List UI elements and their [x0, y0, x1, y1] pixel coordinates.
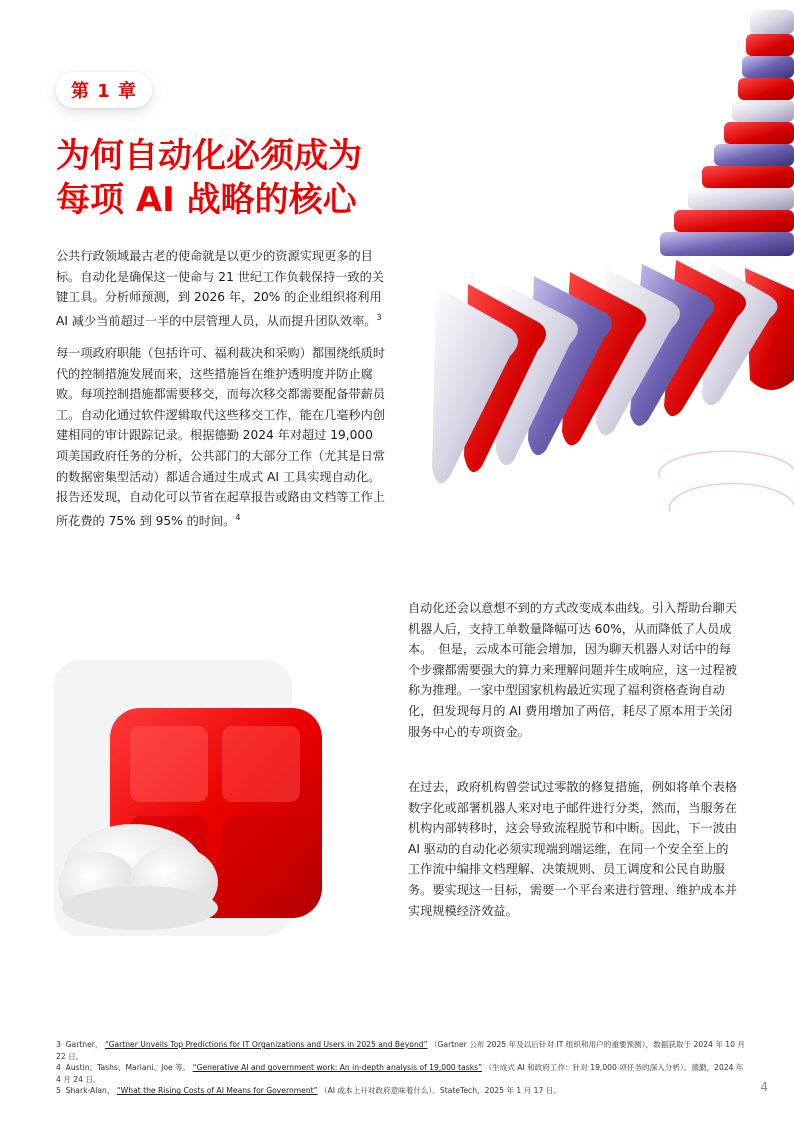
- footnote-detail: （AI 成本上升对政府意味着什么）。StateTech，2025 年 1 月 17 日。: [319, 1086, 561, 1096]
- footnote-author: Gartner，: [65, 1040, 103, 1049]
- footnote-author: Austin、Tashs、Mariani、Joe 等。: [65, 1063, 191, 1073]
- footnote-number: 3: [56, 1040, 61, 1049]
- cost-curve-paragraph: 自动化还会以意想不到的方式改变成本曲线。引入帮助台聊天机器人后，支持工单数量降幅可达 60%，从而降低了人员成本。 但是，云成本可能会增加，因为聊天机器人对话中的每个步骤都需要强大的算力来理解问题并生成响应，这一过程被称为推理。一家中型国家机构最近实现了福利资格查询自动化，但发现每月的 AI 费用增加了两倍，耗尽了原本用于关闭服务中心的专项资金。: [408, 601, 738, 739]
- footnote-ref-3[interactable]: 3: [376, 312, 382, 322]
- intro-paragraph: [56, 246, 384, 331]
- footnote-3: [56, 1039, 746, 1062]
- intro-paragraph-text: 公共行政领域最古老的使命就是以更少的资源实现更多的目标。自动化是确保这一使命与 21 世纪工作负载保持一致的关键工具。分析师预测，到 2026 年，20% 的企业组织将利用 AI 减少当前超过一半的中层管理人员，从而提升团队效率。: [56, 249, 384, 328]
- footnotes: [56, 1039, 746, 1097]
- page-title: [56, 134, 416, 222]
- footnote-detail: （生成式 AI 和政府工作：针对 19,000 项任务的深入分析）。德勤，2024 年 4 月 24 日。: [56, 1063, 744, 1084]
- end-to-end-paragraph: 在过去，政府机构曾尝试过零散的修复措施，例如将单个表格数字化或部署机器人来对电子邮件进行分类，然而，当服务在机构内部转移时，这会导致流程脱节和中断。因此，下一波由 AI 驱动的自动化必须实现端到端运维，在同一个安全至上的工作流中编排文档理解、决策规则、员工调度和公民自助服务。要实现这一目标，需要一个平台来进行管理、维护成本并实现规模经济效益。: [408, 780, 738, 918]
- page-number: 4: [760, 1080, 768, 1094]
- footnote-link[interactable]: “Generative AI and government work: An in-depth analysis of 19,000 tasks”: [192, 1063, 483, 1073]
- controls-paragraph-text: 每一项政府职能（包括许可、福利裁决和采购）都围绕纸质时代的控制措施发展而来，这些措施旨在维护透明度并防止腐败。每项控制措施都需要移交，而每次移交都需要配备带薪员工。自动化通过软件逻辑取代这些移交工作，能在几毫秒内创建相同的审计跟踪记录。根据德勤 2024 年对超过 19,000 项美国政府任务的分析，公共部门的大部分工作（尤其是日常的数据密集型活动）都适合通过生成式 AI 工具实现自动化。报告还发现，自动化可以节省在起草报告或路由文档等工作上所花费的 75% 到 95% 的时间。: [56, 346, 386, 528]
- footnote-4: [56, 1062, 746, 1085]
- footnote-detail: （Gartner 公布 2025 年及以后针对 IT 组织和用户的重要预测），数据获取于 2024 年 10 月 22 日。: [56, 1040, 745, 1061]
- controls-paragraph: [56, 343, 386, 531]
- cube-cloud-illustration: [54, 660, 354, 960]
- tile-arc-illustration: [420, 0, 794, 540]
- footnote-5: [56, 1085, 746, 1097]
- title-line-1: 为何自动化必须成为: [56, 136, 362, 176]
- footnote-ref-4[interactable]: 4: [235, 512, 241, 522]
- footnote-author: Shark-Alan，: [65, 1086, 115, 1096]
- chapter-label: 第 1 章: [56, 72, 152, 108]
- footnote-number: 5: [56, 1086, 61, 1096]
- title-line-2: 每项 AI 战略的核心: [56, 180, 357, 220]
- footnote-number: 4: [56, 1063, 61, 1073]
- footnote-link[interactable]: “What the Rising Costs of AI Means for Government”: [116, 1086, 318, 1096]
- footnote-link[interactable]: “Gartner Unveils Top Predictions for IT Organizations and Users in 2025 and Beyond”: [104, 1040, 428, 1049]
